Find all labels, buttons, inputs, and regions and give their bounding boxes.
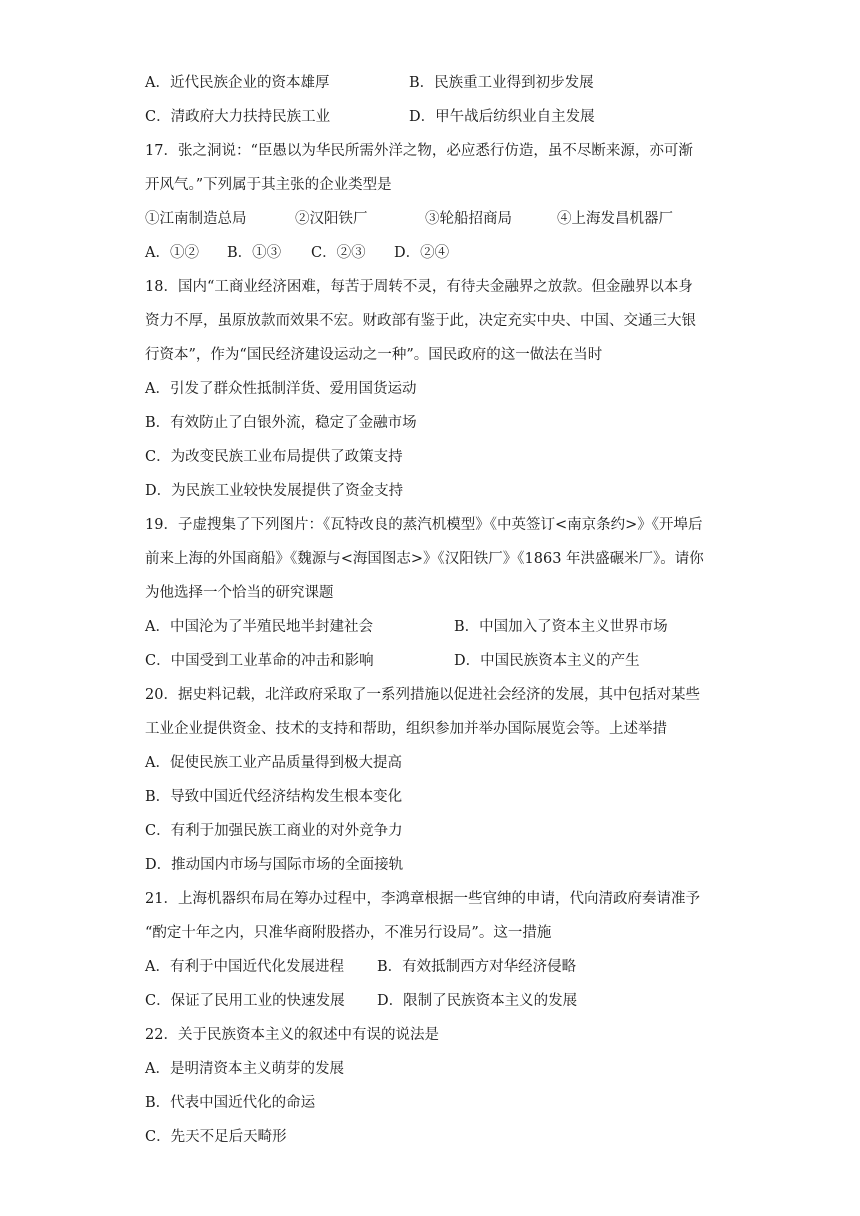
q18-option-d[interactable]: D．为民族工业较快发展提供了资金支持	[145, 483, 404, 499]
q20-stem-line-2: 工业企业提供资金、技术的支持和帮助，组织参加并举办国际展览会等。上述举措	[145, 721, 667, 737]
q20-option-c[interactable]: C．有利于加强民族工商业的对外竞争力	[145, 823, 403, 839]
q17-option-b[interactable]: B．①③	[227, 245, 282, 261]
q18-option-a[interactable]: A．引发了群众性抵制洋货、爱用国货运动	[145, 381, 417, 397]
q22-stem-line-1: 22．关于民族资本主义的叙述中有误的说法是	[145, 1027, 439, 1043]
q19-option-a[interactable]: A．中国沦为了半殖民地半封建社会	[145, 619, 373, 635]
q19-stem-line-2: 前来上海的外国商船》《魏源与<海国图志>》《汉阳铁厂》《1863 年洪盛碾米厂》。请你	[145, 551, 704, 567]
q19-option-c[interactable]: C．中国受到工业革命的冲击和影响	[145, 653, 374, 669]
q21-stem-line-2: “酌定十年之内，只准华商附股搭办，不准另行设局”。这一措施	[145, 925, 552, 941]
q17-item-4: ④上海发昌机器厂	[557, 211, 673, 227]
q16-option-d[interactable]: D．甲午战后纺织业自主发展	[409, 109, 595, 125]
q19-stem-line-3: 为他选择一个恰当的研究课题	[145, 585, 334, 601]
q21-option-b[interactable]: B．有效抵制西方对华经济侵略	[377, 959, 577, 975]
q17-option-d[interactable]: D．②④	[394, 245, 450, 261]
q18-stem-line-3: 行资本”，作为“国民经济建设运动之一种”。国民政府的这一做法在当时	[145, 347, 603, 363]
q16-option-a[interactable]: A．近代民族企业的资本雄厚	[145, 75, 330, 91]
q20-option-d[interactable]: D．推动国内市场与国际市场的全面接轨	[145, 857, 404, 873]
q18-stem-line-2: 资力不厚，虽原放款而效果不宏。财政部有鉴于此，决定充实中央、中国、交通三大银	[145, 313, 696, 329]
q21-option-d[interactable]: D．限制了民族资本主义的发展	[377, 993, 578, 1009]
q17-stem-line-1: 17．张之洞说：“臣愚以为华民所需外洋之物，必应悉行仿造，虽不尽断来源，亦可渐	[145, 143, 693, 159]
q19-option-d[interactable]: D．中国民族资本主义的产生	[454, 653, 640, 669]
q20-option-a[interactable]: A．促使民族工业产品质量得到极大提高	[145, 755, 402, 771]
q17-option-c[interactable]: C．②③	[311, 245, 366, 261]
q17-item-3: ③轮船招商局	[425, 211, 512, 227]
q19-stem-line-1: 19．子虚搜集了下列图片：《瓦特改良的蒸汽机模型》《中英签订<南京条约>》《开埠后	[145, 517, 703, 533]
q17-item-2: ②汉阳铁厂	[295, 211, 368, 227]
q18-stem-line-1: 18．国内“工商业经济困难，每苦于周转不灵，有待夫金融界之放款。但金融界以本身	[145, 279, 693, 295]
q22-option-c[interactable]: C．先天不足后天畸形	[145, 1129, 287, 1145]
q18-option-c[interactable]: C．为改变民族工业布局提供了政策支持	[145, 449, 403, 465]
q16-option-b[interactable]: B．民族重工业得到初步发展	[409, 75, 594, 91]
q18-option-b[interactable]: B．有效防止了白银外流，稳定了金融市场	[145, 415, 417, 431]
q21-stem-line-1: 21．上海机器织布局在筹办过程中，李鸿章根据一些官绅的申请，代向清政府奏请准予	[145, 891, 700, 907]
q17-stem-line-2: 开风气。”下列属于其主张的企业类型是	[145, 177, 392, 193]
q20-stem-line-1: 20．据史料记载，北洋政府采取了一系列措施以促进社会经济的发展，其中包括对某些	[145, 687, 700, 703]
q16-option-c[interactable]: C．清政府大力扶持民族工业	[145, 109, 331, 125]
q22-option-b[interactable]: B．代表中国近代化的命运	[145, 1095, 316, 1111]
q21-option-a[interactable]: A．有利于中国近代化发展进程	[145, 959, 344, 975]
q17-item-1: ①江南制造总局	[145, 211, 247, 227]
q20-option-b[interactable]: B．导致中国近代经济结构发生根本变化	[145, 789, 403, 805]
q22-option-a[interactable]: A．是明清资本主义萌芽的发展	[145, 1061, 344, 1077]
q17-option-a[interactable]: A．①②	[145, 245, 199, 261]
q19-option-b[interactable]: B．中国加入了资本主义世界市场	[454, 619, 668, 635]
q21-option-c[interactable]: C．保证了民用工业的快速发展	[145, 993, 345, 1009]
